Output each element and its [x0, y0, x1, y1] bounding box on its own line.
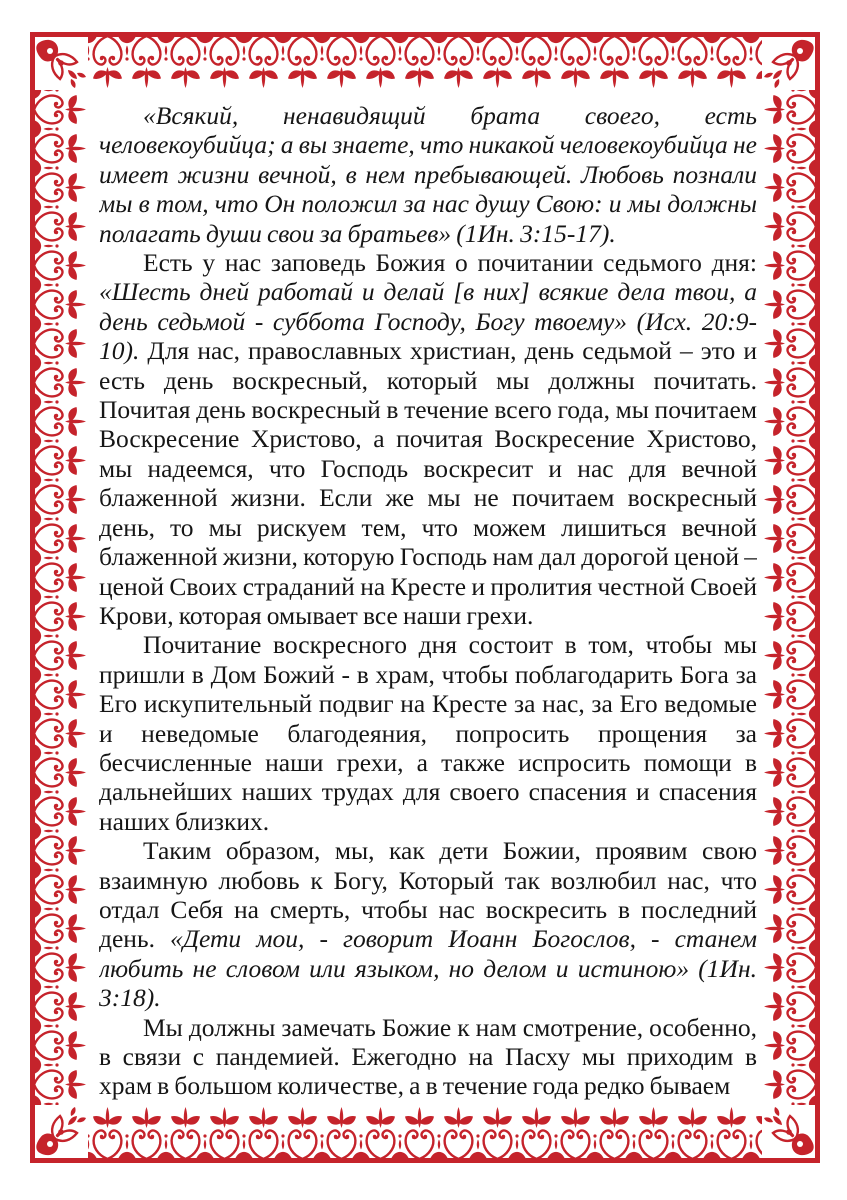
- paragraph-2: [99, 248, 757, 630]
- document-text: [99, 101, 757, 1109]
- text-run: Мы должны замечать Божие к нам смотрение, особенно, в связи с пандемией. Ежегодно на Пасху мы приходим в храм в большом количестве, а в течение года редко бываем: [99, 1012, 757, 1101]
- paragraph-4: [99, 836, 757, 1012]
- text-run: Таким образом, мы, как дети Божии, проявим свою взаимную любовь к Богу, Который так возлюбил нас, что отдал Себя на смерть, чтобы нас воскресить в последний день.: [99, 836, 757, 954]
- text-run: «Всякий, ненавидящий брата своего, есть человекоубийца; а вы знаете, что никакой человекоубийца не имеет жизни вечной, в нем пребывающей. Любовь познали мы в том, что Он положил за нас душу Свою: и мы должны полагать души свои за братьев» (1Ин. 3:15-17).: [99, 101, 757, 248]
- text-run: «Дети мои, - говорит Иоанн Богослов, - станем любить не словом или языком, но делом и истиною» (1Ин. 3:18).: [99, 924, 757, 1013]
- paragraph-3: [99, 630, 757, 836]
- text-run: Для нас, православных христиан, день седьмой – это и есть день воскресный, который мы должны почитать. Почитая день воскресный в течение всего года, мы почитаем Воскресение Христово, а почитая Воскресение Христово, мы надеемся, что Господь воскресит и нас для вечной блаженной жизни. Если же мы не почитаем воскресный день, то мы рискуем тем, что можем лишиться вечной блаженной жизни, которую Господь нам дал дорогой ценой – ценой Своих страданий на Кресте и пролития честной Своей Крови, которая омывает все наши грехи.: [99, 336, 757, 630]
- text-run: Почитание воскресного дня состоит в том, чтобы мы пришли в Дом Божий - в храм, чтобы поблагодарить Бога за Его искупительный подвиг на Кресте за нас, за Его ведомые и неведомые благодеяния, попросить прощения за бесчисленные наши грехи, а также испросить помощи в дальнейших наших трудах для своего спасения и спасения наших близких.: [99, 630, 757, 836]
- text-run: Есть у нас заповедь Божия о почитании седьмого дня:: [143, 248, 757, 278]
- paragraph-1: [99, 101, 757, 248]
- text-run: «Шесть дней работай и делай [в них] всякие дела твои, а день седьмой - суббота Господу, Богу твоему» (Исх. 20:9-10).: [99, 277, 757, 366]
- paragraph-5: [99, 1013, 757, 1101]
